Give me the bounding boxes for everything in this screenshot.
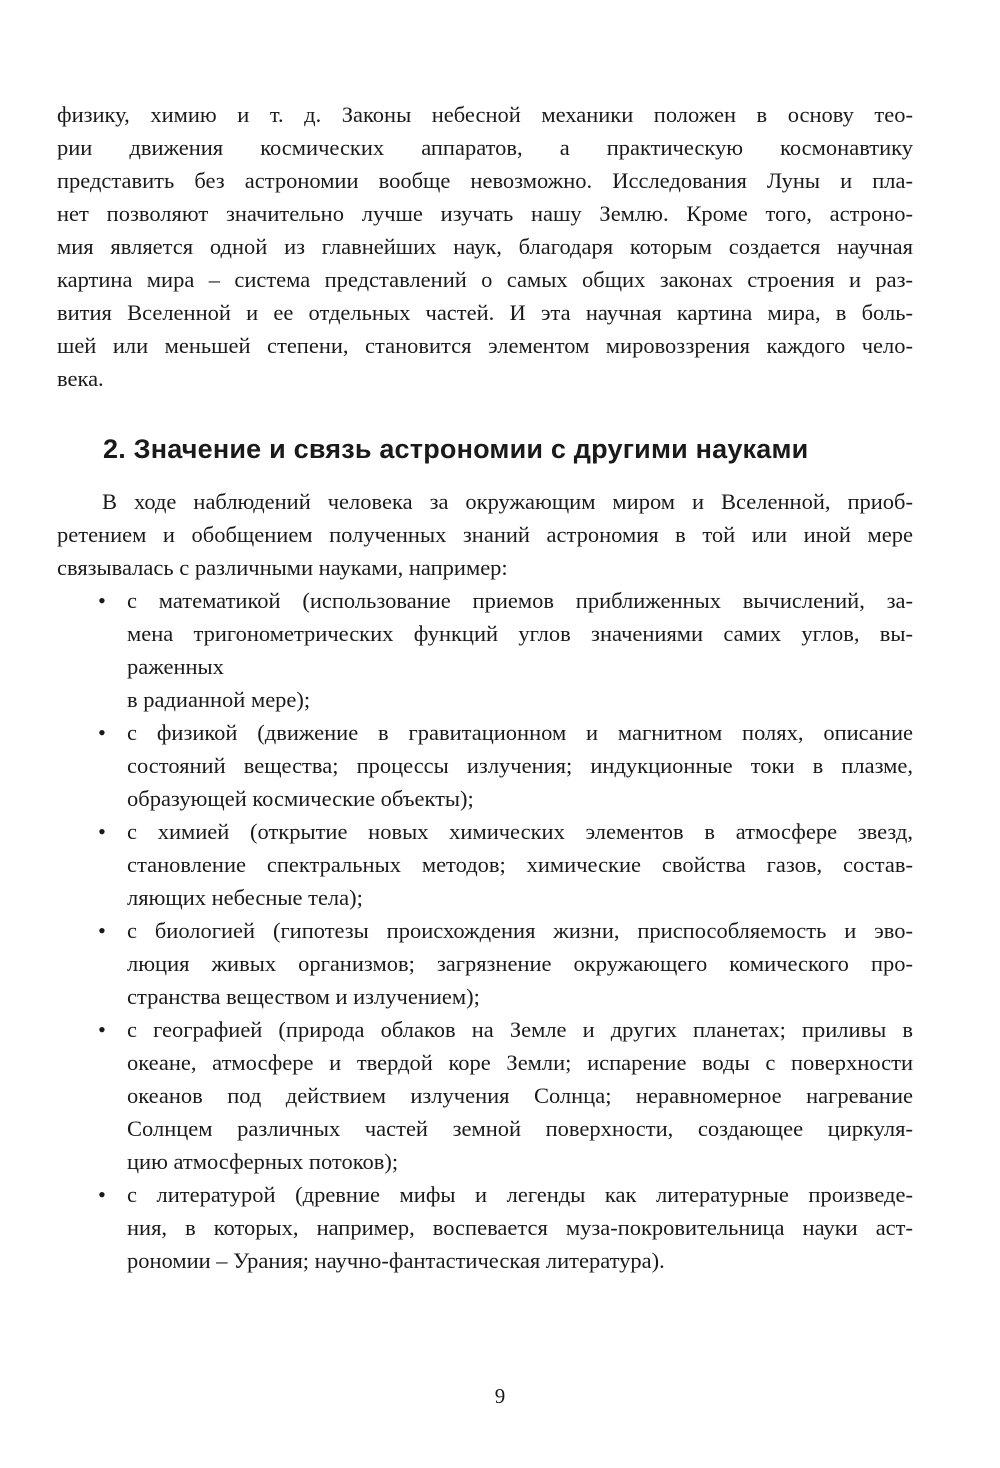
text-line: связывалась с различными науками, например: [57, 555, 508, 580]
text-line: состояний вещества; процессы излучения; индукционные токи в плазме, [127, 753, 913, 778]
intro-paragraph [57, 485, 913, 584]
page-content [57, 98, 913, 1277]
text-line: в радианной мере); [127, 687, 311, 712]
text-line: шей или меньшей степени, становится элементом мировоззрения каждого чело- [57, 333, 913, 358]
text-line: нет позволяют значительно лучше изучать нашу Землю. Кроме того, астроно- [57, 201, 913, 226]
bullet-icon: • [98, 720, 106, 745]
text-line: океанов под действием излучения Солнца; неравномерное нагревание [127, 1083, 913, 1108]
text-line: вития Вселенной и ее отдельных частей. И эта научная картина мира, в боль- [57, 300, 913, 325]
text-line: с биологией (гипотезы происхождения жизни, приспособляемость и эво- [127, 918, 913, 943]
list-item-mathematics [57, 584, 913, 716]
text-line: образующей космические объекты); [127, 786, 474, 811]
list-item-biology [57, 914, 913, 1013]
text-line: представить без астрономии вообще невозможно. Исследования Луны и пла- [57, 168, 913, 193]
list-item-literature [57, 1178, 913, 1277]
list-item-physics [57, 716, 913, 815]
bullet-icon: • [98, 918, 106, 943]
text-line: с математикой (использование приемов приближенных вычислений, за- [127, 588, 913, 613]
text-line: с географией (природа облаков на Земле и других планетах; приливы в [127, 1017, 913, 1042]
bullet-icon: • [98, 1182, 106, 1207]
list-item-geography [57, 1013, 913, 1178]
text-line: цию атмосферных потоков); [127, 1149, 399, 1174]
text-line: странства веществом и излучением); [127, 984, 480, 1009]
top-paragraph [57, 98, 913, 395]
text-line: ния, в которых, например, воспевается муза-покровительница науки аст- [127, 1215, 913, 1240]
bullet-icon: • [98, 588, 106, 613]
sciences-list [57, 584, 913, 1277]
text-line: с физикой (движение в гравитационном и магнитном полях, описание [127, 720, 913, 745]
text-line: люция живых организмов; загрязнение окружающего комического про- [127, 951, 913, 976]
bullet-icon: • [98, 819, 106, 844]
text-line: ретением и обобщением полученных знаний астрономия в той или иной мере [57, 522, 913, 547]
text-line: мия является одной из главнейших наук, благодаря которым создается научная [57, 234, 913, 259]
text-line: океане, атмосфере и твердой коре Земли; испарение воды с поверхности [127, 1050, 913, 1075]
page-number: 9 [494, 1384, 506, 1408]
text-line: В ходе наблюдений человека за окружающим миром и Вселенной, приоб- [102, 489, 913, 514]
text-line: с литературой (древние мифы и легенды как литературные произведе- [127, 1182, 913, 1207]
text-line: физику, химию и т. д. Законы небесной механики положен в основу тео- [57, 102, 913, 127]
text-line: с химией (открытие новых химических элементов в атмосфере звезд, [127, 819, 913, 844]
text-line: мена тригонометрических функций углов значениями самих углов, вы- [127, 621, 913, 646]
section-heading: 2. Значение и связь астрономии с другими науками [103, 434, 809, 464]
text-line: ляющих небесные тела); [127, 885, 363, 910]
bullet-icon: • [98, 1017, 106, 1042]
text-line: Солнцем различных частей земной поверхности, создающее циркуля- [127, 1116, 913, 1141]
text-line: становление спектральных методов; химические свойства газов, состав- [127, 852, 913, 877]
list-item-chemistry [57, 815, 913, 914]
text-line: картина мира – система представлений о самых общих законах строения и раз- [57, 267, 913, 292]
text-line: века. [57, 366, 104, 391]
text-line: рономии – Урания; научно-фантастическая литература). [127, 1248, 665, 1273]
text-line: рии движения космических аппаратов, а практическую космонавтику [57, 135, 913, 160]
text-line: раженных [127, 654, 224, 679]
